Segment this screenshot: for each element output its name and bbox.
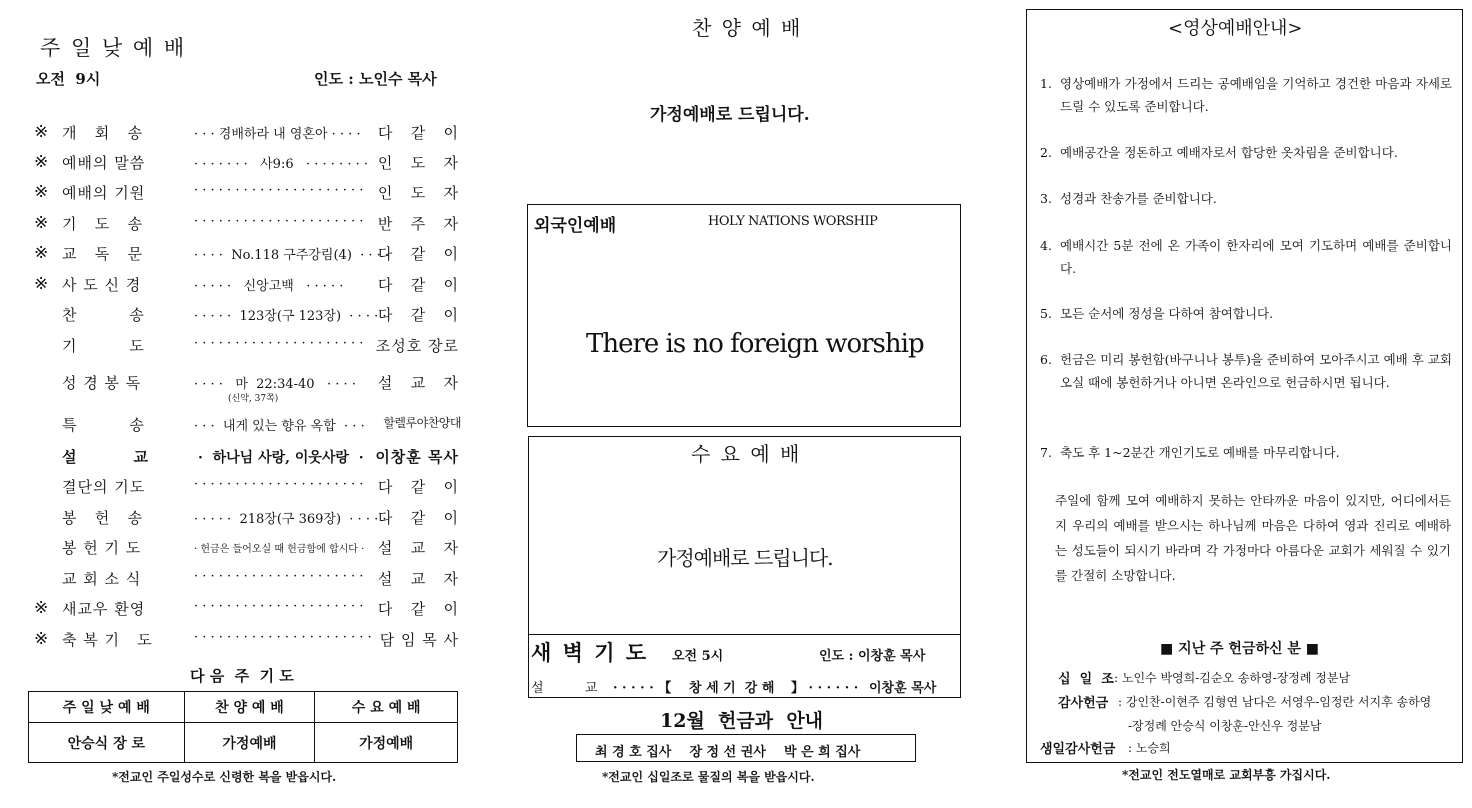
order-mark: ※ — [34, 122, 49, 142]
praise-service-text: 가정예배로 드립니다. — [650, 105, 810, 125]
next-week-table — [28, 691, 458, 763]
guideline-number: 7. — [1040, 445, 1052, 460]
order-role: 담 임 목 사 — [379, 631, 459, 649]
left-footer: *전교인 주일성수로 신령한 복을 받읍시다. — [112, 770, 337, 784]
guideline-number: 6. — [1040, 352, 1052, 367]
guideline-text: 모든 순서에 정성을 다하여 참여합니다. — [1060, 306, 1274, 321]
guideline-number: 4. — [1040, 238, 1052, 253]
next-week-value: 안승식 장 로 — [29, 723, 185, 763]
guideline-text: 예배공간을 정돈하고 예배자로서 합당한 옷차림을 준비합니다. — [1060, 145, 1398, 160]
order-content: · 헌금은 들어오실 때 헌금함에 합시다 · — [194, 544, 365, 555]
order-name: 예배의 기원 — [62, 184, 146, 202]
order-content: · · · · · · · · · · · · · · · · · · · · · · — [194, 630, 372, 645]
sunday-service-title: 주 일 낮 예 배 — [40, 36, 187, 60]
order-name: 축 복 기 도 — [62, 631, 153, 649]
foreign-service-box — [527, 204, 961, 427]
order-role: 인 도 자 — [377, 184, 459, 202]
order-name: 결단의 기도 — [62, 478, 146, 496]
order-content: · · · · · 218장(구 369장) · · · · · — [194, 512, 387, 527]
order-content: · · · · · · · · · · · · · · · · · · · · · — [194, 477, 364, 492]
order-name: 사 도 신 경 — [62, 276, 142, 294]
guideline-text: 예배시간 5분 전에 온 가족이 한자리에 모여 기도하며 예배를 준비합니다. — [1060, 238, 1452, 276]
order-role: 다 같 이 — [377, 509, 459, 527]
next-week-header: 수 요 예 배 — [315, 692, 458, 723]
dawn-prayer-leader: 인도 : 이창훈 목사 — [819, 649, 926, 664]
order-name: 교 회 소 식 — [62, 570, 142, 588]
order-content: · · · 경배하라 내 영혼아 · · · · — [194, 127, 361, 142]
order-row — [34, 302, 459, 330]
order-row — [34, 150, 459, 178]
order-role: 인 도 자 — [377, 154, 459, 172]
guideline-text: 헌금은 미리 봉헌함(바구니나 봉투)을 준비하여 모아주시고 예배 후 교회 오실 때에 봉헌하거나 아니면 온라인으로 헌금하시면 됩니다. — [1060, 352, 1452, 390]
order-row — [34, 627, 459, 655]
order-row — [34, 596, 459, 624]
guideline-number: 3. — [1040, 191, 1052, 206]
dawn-sermon-preacher: 이창훈 목사 — [869, 681, 937, 696]
service-leader: 인도 : 노인수 목사 — [314, 70, 437, 88]
reading-note: (신약, 37쪽) — [228, 394, 279, 404]
order-row — [34, 333, 459, 361]
guideline-number: 1. — [1040, 76, 1052, 91]
order-name: 설 교 — [62, 448, 149, 466]
order-content: · · · · No.118 구주강림(4) · · · · — [194, 248, 390, 263]
dawn-prayer-time: 오전 5시 — [672, 649, 724, 664]
order-content: · · · · · · · · · · · · · · · · · · · · · — [194, 214, 364, 229]
next-week-header: 찬 양 예 배 — [184, 692, 315, 723]
order-role: 다 같 이 — [377, 478, 459, 496]
order-role: 설 교 자 — [377, 570, 459, 588]
wednesday-service-box — [528, 436, 961, 635]
order-name: 예배의 말씀 — [62, 154, 146, 172]
offering-title: 12월 헌금과 안내 — [660, 710, 824, 732]
service-time: 오전 9시 — [36, 70, 101, 88]
next-week-header: 주 일 낮 예 배 — [29, 692, 185, 723]
foreign-service-text: There is no foreign worship — [586, 329, 924, 359]
guideline-text: 축도 후 1~2분간 개인기도로 예배를 마무리합니다. — [1060, 445, 1340, 460]
order-row — [34, 444, 459, 472]
order-role: 다 같 이 — [377, 124, 459, 142]
order-row — [34, 535, 459, 563]
order-content: · · · · 마 22:34-40 · · · · — [194, 377, 356, 392]
order-content: · · · · · · · · · · · · · · · · · · · · · — [194, 569, 364, 584]
order-row — [34, 566, 459, 594]
order-row — [34, 505, 459, 533]
donor-label: 십 일 조 — [1058, 672, 1114, 687]
guideline-text: 영상예배가 가정에서 드리는 공예배임을 기억하고 경건한 마음과 자세로 드릴 수 있도록 준비합니다. — [1060, 76, 1452, 114]
wednesday-service-text: 가정예배로 드립니다. — [657, 546, 833, 570]
order-name: 새교우 환영 — [62, 600, 146, 618]
order-role: 할렐루야찬양대 — [383, 416, 461, 430]
order-role: 다 같 이 — [377, 245, 459, 263]
donor-names: : 강인찬-이현주 김형연 남다은 서영우-임정란 서지후 송하영 — [1118, 695, 1432, 709]
order-name: 성 경 봉 독 — [62, 374, 142, 392]
video-worship-title: <영상예배안내> — [1168, 18, 1303, 39]
offering-staff-box — [576, 734, 916, 762]
next-week-value: 가정예배 — [315, 723, 458, 763]
offering-staff: 최 경 호 집사 장 정 선 권사 박 은 희 집사 — [595, 745, 861, 760]
order-row — [34, 412, 459, 440]
order-content: · 하나님 사랑, 이웃사랑 · — [198, 450, 364, 466]
order-row — [34, 272, 459, 300]
order-content: · · · · · · · · · · · · · · · · · · · · · — [194, 183, 364, 198]
dawn-prayer-box — [528, 634, 961, 698]
order-role: 이창훈 목사 — [375, 448, 459, 466]
order-row — [34, 120, 459, 148]
order-content: · · · · · 신앙고백 · · · · · — [194, 279, 344, 294]
donor-label: 감사헌금 — [1058, 696, 1109, 711]
donors-title: ■ 지난 주 헌금하신 분 ■ — [1160, 641, 1320, 657]
order-name: 기 도 — [62, 337, 145, 355]
dawn-sermon-topic: 창 세 기 강 해 — [689, 681, 775, 696]
dawn-sermon-dots: 】 · · · · · · — [791, 681, 859, 696]
guideline-number: 5. — [1040, 306, 1052, 321]
order-content: · · · · · · · · · · · · · · · · · · · · · — [194, 599, 364, 614]
donor-names: -장정례 안승식 이창훈-안신우 정분남 — [1128, 719, 1322, 733]
wednesday-service-title: 수 요 예 배 — [691, 442, 802, 466]
order-content: · · · · · 123장(구 123장) · · · · · — [194, 309, 387, 324]
order-mark: ※ — [34, 274, 49, 294]
order-name: 찬 송 — [62, 306, 145, 324]
middle-footer: *전교인 십일조로 물질의 복을 받읍시다. — [602, 770, 815, 784]
right-footer: *전교인 전도열매로 교회부흥 가집시다. — [1122, 768, 1331, 782]
order-role: 설 교 자 — [377, 374, 459, 392]
foreign-service-title: 외국인예배 — [534, 216, 617, 236]
dawn-sermon-label: 설 교 — [531, 681, 598, 696]
guideline-text: 성경과 찬송가를 준비합니다. — [1060, 191, 1217, 206]
order-content: · · · 내게 있는 향유 옥합 · · · — [194, 419, 365, 434]
guideline-number: 2. — [1040, 145, 1052, 160]
donor-names: : 노인수 박영희-김순오 송하영-장정례 정분남 — [1114, 671, 1351, 685]
praise-service-title: 찬 양 예 배 — [692, 16, 803, 40]
order-name: 기 도 송 — [62, 215, 144, 233]
order-role: 반 주 자 — [377, 215, 459, 233]
order-row — [34, 211, 459, 239]
order-row — [34, 241, 459, 269]
dawn-sermon-dots: · · · · · 【 — [613, 681, 672, 696]
order-role: 다 같 이 — [377, 276, 459, 294]
order-name: 특 송 — [62, 416, 145, 434]
order-mark: ※ — [34, 213, 49, 233]
order-role: 설 교 자 — [377, 539, 459, 557]
donor-label: 생일감사헌금 — [1040, 742, 1116, 757]
order-name: 교 독 문 — [62, 245, 144, 263]
donor-names: : 노승희 — [1128, 741, 1171, 755]
next-week-value: 가정예배 — [184, 723, 315, 763]
order-mark: ※ — [34, 243, 49, 263]
order-content: · · · · · · · · · · · · · · · · · · · · · — [194, 336, 364, 351]
order-mark: ※ — [34, 629, 49, 649]
order-name: 봉 헌 기 도 — [62, 539, 142, 557]
order-name: 개 회 송 — [62, 124, 144, 142]
order-mark: ※ — [34, 598, 49, 618]
order-role: 다 같 이 — [377, 600, 459, 618]
order-role: 다 같 이 — [377, 306, 459, 324]
order-name: 봉 헌 송 — [62, 509, 144, 527]
order-mark: ※ — [34, 182, 49, 202]
order-row — [34, 180, 459, 208]
order-row — [34, 474, 459, 502]
order-role: 조성호 장로 — [375, 337, 459, 355]
order-mark: ※ — [34, 152, 49, 172]
closing-message: 주일에 함께 모여 예배하지 못하는 안타까운 마음이 있지만, 어디에서든지 우리의 예배를 받으시는 하나님께 마음은 다하여 영과 진리로 예배하는 성도들이 되시기 바라며 각 가정마다 아름다운 교회가 세워질 수 있기를 간절히 소망합니다. — [1055, 493, 1451, 583]
next-week-title: 다 음 주 기 도 — [190, 667, 294, 685]
dawn-prayer-title: 새 벽 기 도 — [531, 640, 649, 665]
foreign-service-subtitle: HOLY NATIONS WORSHIP — [708, 214, 878, 229]
order-content: · · · · · · · 사9:6 · · · · · · · · — [194, 157, 368, 172]
